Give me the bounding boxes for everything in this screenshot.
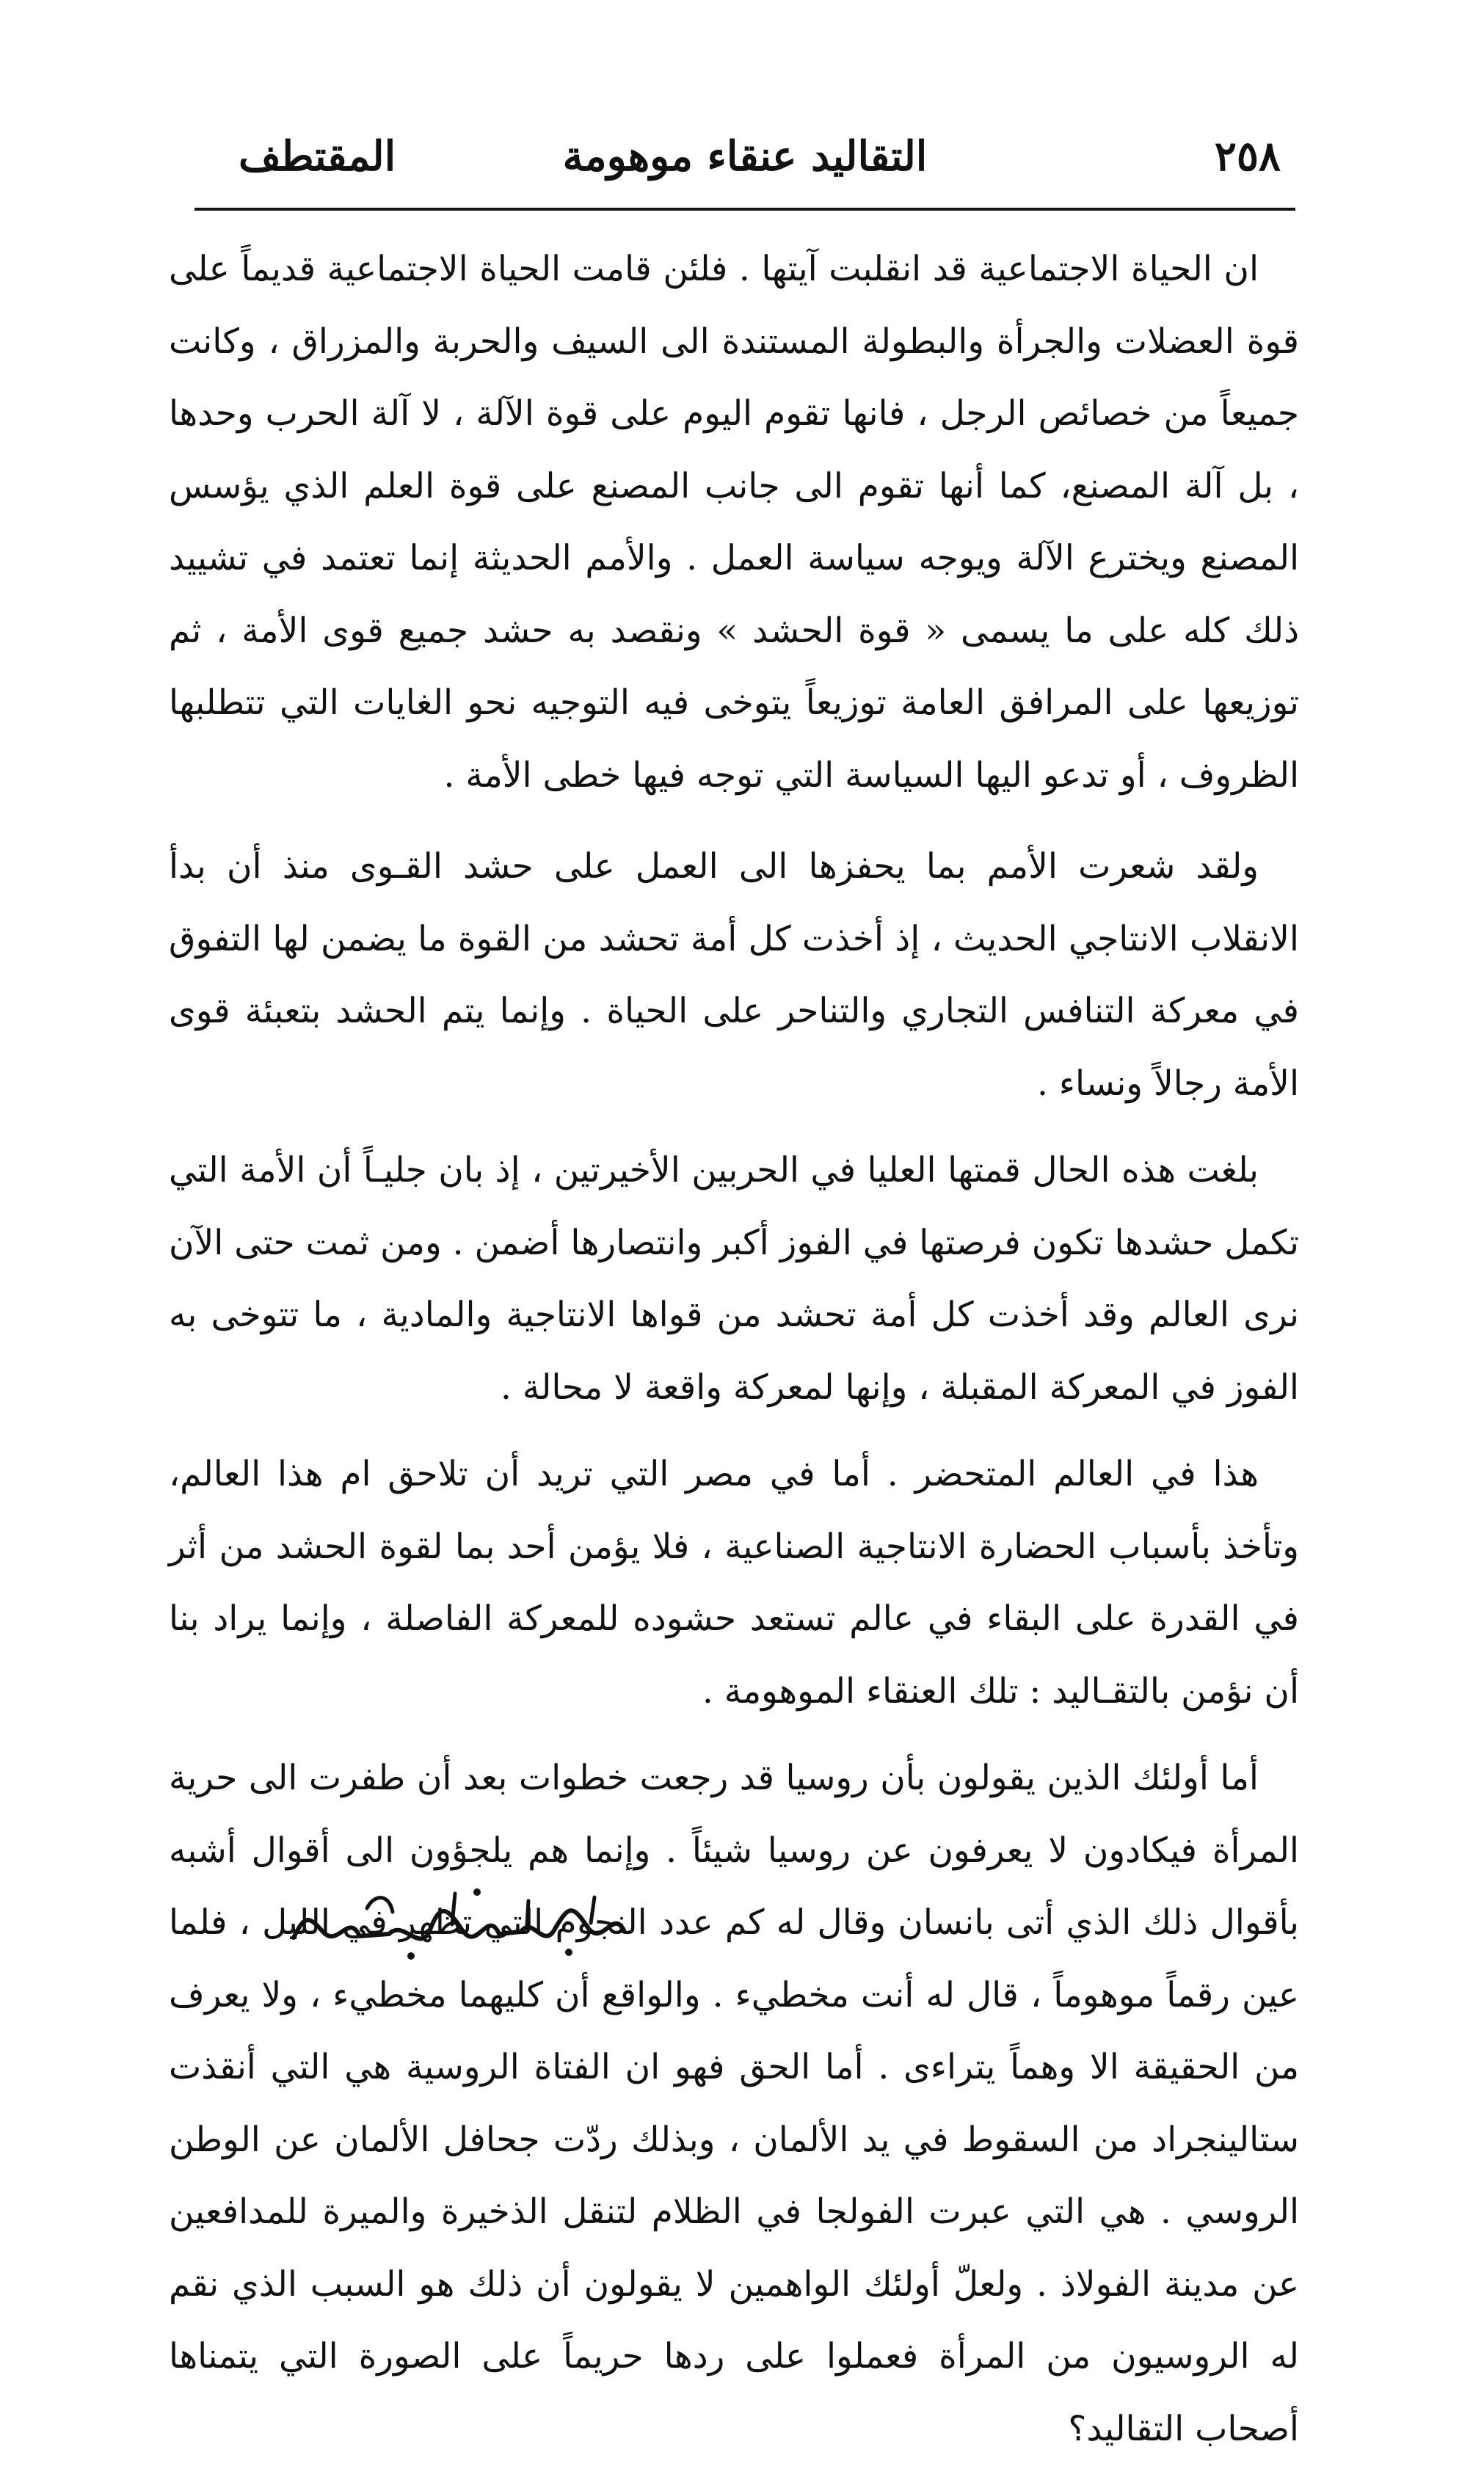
author-signature	[279, 1879, 646, 1967]
journal-name: المقتطف	[239, 132, 396, 181]
paragraph: أما أولئك الذين يقولون بأن روسيا قد رجعت خطوات بعد أن طفرت الى حرية المرأة فيكادون لا يعرفون عن روسيا شيئاً . وإنما هم يلجؤون الى أقوال أشبه بأقوال ذلك الذي أتى بانسان وقال له كم عدد النجوم التي تظهر في الليل ، فلما عين رقماً موهوماً ، قال له أنت مخطيء . والواقع أن كليهما مخطيء ، ولا يعرف من الحقيقة الا وهماً يتراءى . أما الحق فهو ان الفتاة الروسية هي التي أنقذت ستالينجراد من السقوط في يد الألمان ، وبذلك ردّت جحافل الألمان عن الوطن الروسي . هي التي عبرت الفولجا في الظلام لتنقل الذخيرة والميرة للمدافعين عن مدينة الفولاذ . ولعلّ أولئك الواهمين لا يقولون أن ذلك هو السبب الذي نقم له الروسيون من المرأة فعملوا على ردها حريماً على الصورة التي يتمناها أصحاب التقاليد؟	[169, 1758, 1299, 2449]
running-header	[194, 110, 1295, 191]
handwritten-signature-graphic	[279, 1879, 646, 1967]
paragraph: هذا في العالم المتحضر . أما في مصر التي تريد أن تلاحق ام هذا العالم، وتأخذ بأسباب الحضارة الانتاجية الصناعية ، فلا يؤمن أحد بما لقوة الحشد من أثر في القدرة على البقاء في عالم تستعد حشوده للمعركة الفاصلة ، وإنما يراد بنا أن نؤمن بالتقـاليد : تلك العنقاء الموهومة .	[169, 1454, 1299, 1712]
article-body	[169, 233, 1299, 2480]
page-number: ٢٥٨	[1214, 132, 1281, 181]
paragraph: ان الحياة الاجتماعية قد انقلبت آيتها . فلئن قامت الحياة الاجتماعية قديماً على قوة العضلات والجرأة والبطولة المستندة الى السيف والحربة والمزراق ، وكانت جميعاً من خصائص الرجل ، فانها تقوم اليوم على قوة الآلة ، لا آلة الحرب وحدها ، بل آلة المصنع، كما أنها تقوم الى جانب المصنع على قوة العلم الذي يؤسس المصنع ويخترع الآلة ويوجه سياسة العمل . والأمم الحديثة إنما تعتمد في تشييد ذلك كله على ما يسمى « قوة الحشد » ونقصد به حشد جميع قوى الأمة ، ثم توزيعها على المرافق العامة توزيعاً يتوخى فيه التوجيه نحو الغايات التي تتطلبها الظروف ، أو تدعو اليها السياسة التي توجه فيها خطى الأمة .	[169, 249, 1299, 796]
paragraph: بلغت هذه الحال قمتها العليا في الحربين الأخيرتين ، إذ بان جليـاً أن الأمة التي تكمل حشدها تكون فرصتها في الفوز أكبر وانتصارها أضمن . ومن ثمت حتى الآن نرى العالم وقد أخذت كل أمة تحشد من قواها الانتاجية والمادية ، ما تتوخى به الفوز في المعركة المقبلة ، وإنها لمعركة واقعة لا محالة .	[168, 1150, 1299, 1408]
header-rule	[194, 208, 1295, 211]
article-title: التقاليد عنقاء موهومة	[562, 132, 928, 181]
paragraph: ولقد شعرت الأمم بما يحفزها الى العمل على حشد القـوى منذ أن بدأ الانقلاب الانتاجي الحديث ، إذ أخذت كل أمة تحشد من القوة ما يضمن لها التفوق في معركة التنافس التجاري والتناحر على الحياة . وإنما يتم الحشد بتعبئة قوى الأمة رجالاً ونساء .	[169, 846, 1299, 1104]
